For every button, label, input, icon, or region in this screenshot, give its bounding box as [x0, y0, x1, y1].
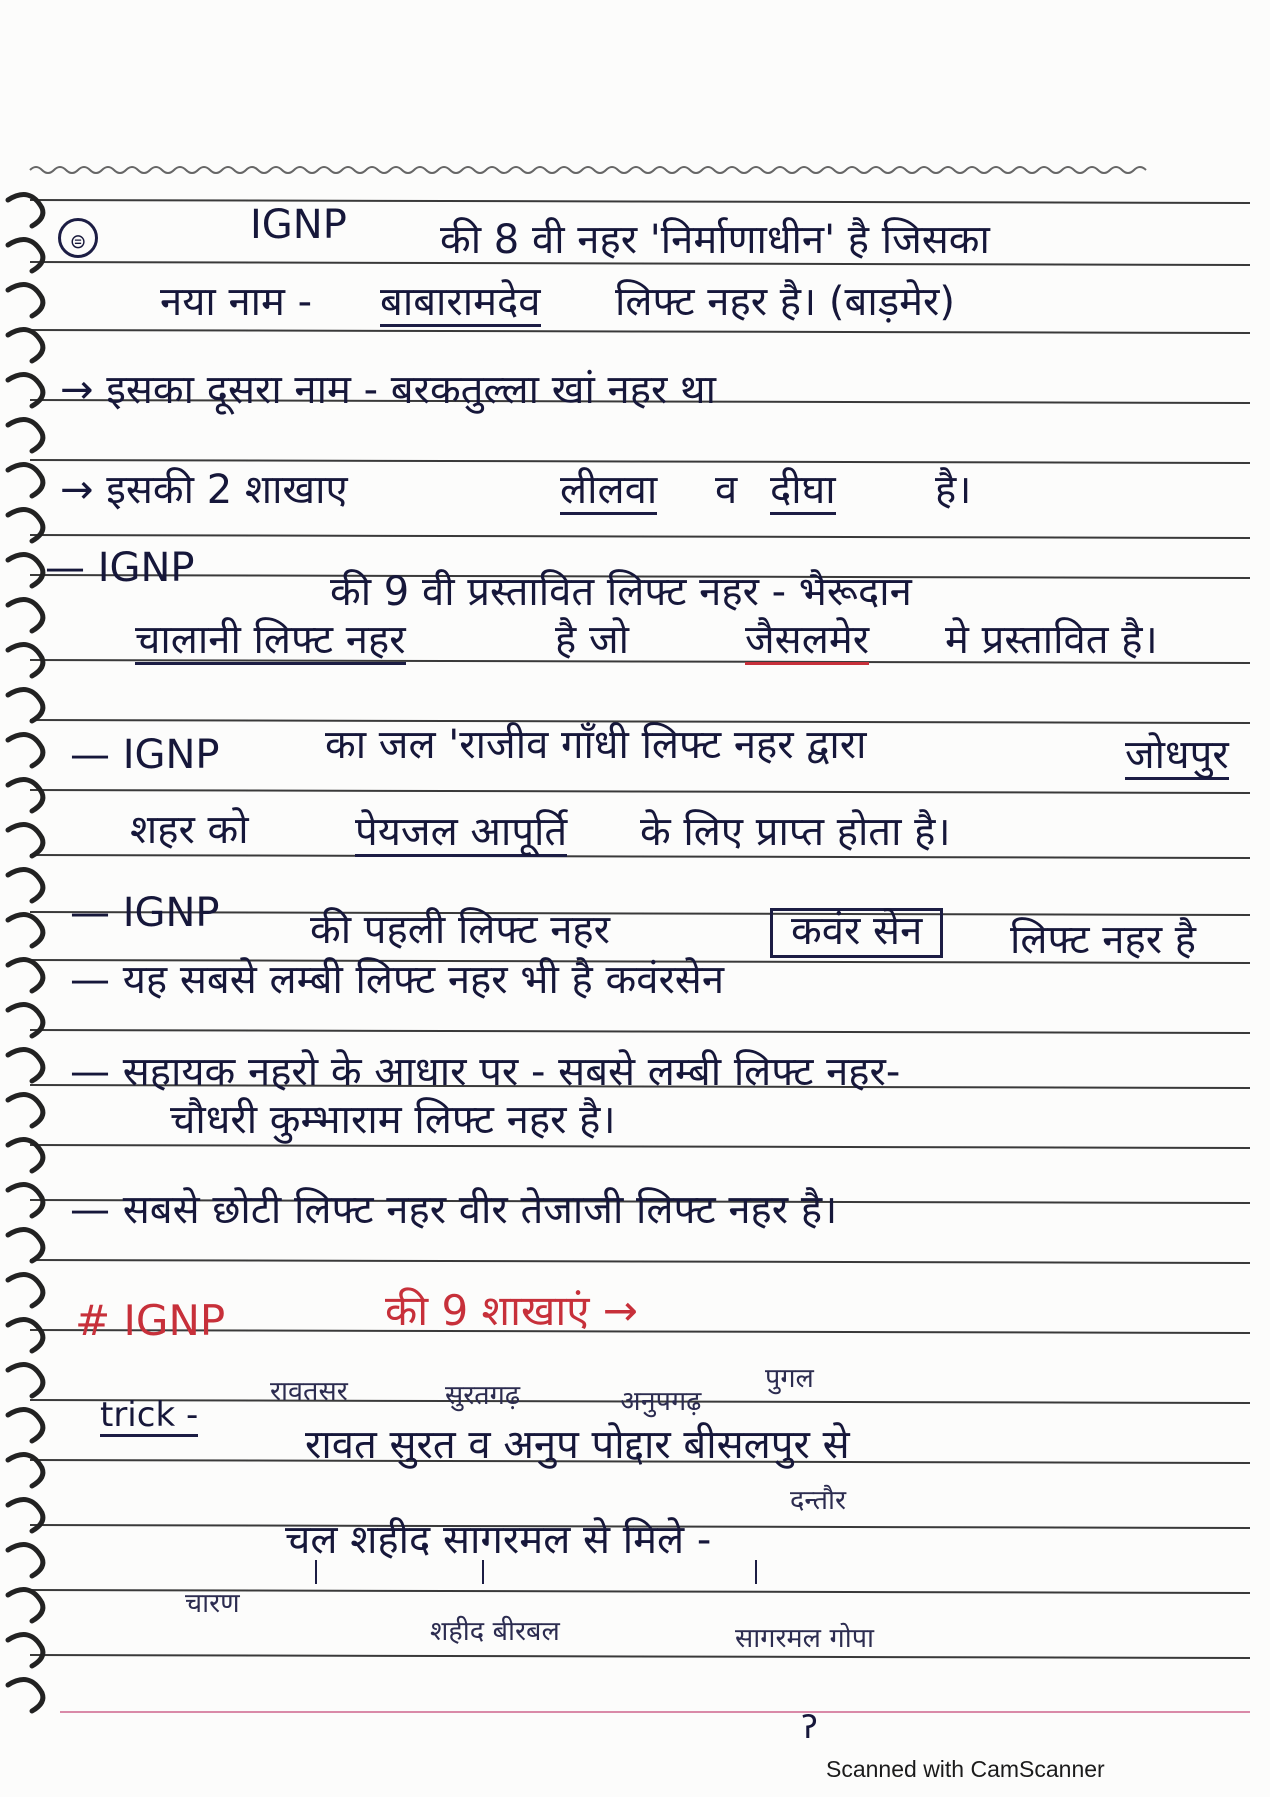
item2-line1-ignp: — IGNP [45, 545, 195, 591]
spiral-ring-icon [8, 735, 43, 766]
spiral-ring-icon [8, 1545, 43, 1576]
item2-line2-end: मे प्रस्तावित है। [945, 617, 1158, 663]
item1-arrow-line2-end: है। [935, 467, 972, 513]
rule-line [30, 1655, 1250, 1658]
rule-line [30, 855, 1250, 858]
spiral-binding-icon [0, 180, 80, 1740]
spiral-ring-icon [8, 960, 43, 991]
top-wavy-margin-line [30, 167, 1146, 173]
rule-line [30, 330, 1250, 333]
spiral-ring-icon [8, 1635, 43, 1666]
circled-marker-icon: ⊜ [58, 218, 98, 258]
item2-line2-name: चालानी लिफ्ट नहर [135, 617, 406, 663]
item1-arrow-line2-va: व [715, 467, 738, 513]
spiral-ring-icon [8, 1365, 43, 1396]
item1-arrow-line1: → इसका दूसरा नाम - बरकतुल्ला खां नहर था [60, 367, 716, 413]
rule-line [30, 200, 1250, 203]
rule-line [30, 790, 1250, 793]
item3-line2-rest: के लिए प्राप्त होता है। [640, 809, 951, 855]
rule-line [30, 1030, 1250, 1033]
item3-line1-text: का जल 'राजीव गाँधी लिफ्ट नहर द्वारा [325, 722, 867, 768]
spiral-ring-icon [8, 1500, 43, 1531]
branches-heading-b: की 9 शाखाएं → [385, 1286, 638, 1335]
branches-heading-a: # IGNP [75, 1296, 226, 1345]
spiral-ring-icon [8, 195, 43, 226]
spiral-ring-icon [8, 1410, 43, 1441]
spiral-ring-icon [8, 330, 43, 361]
page-mark: ॽ [800, 1703, 818, 1747]
item1-line1-ignp: IGNP [250, 202, 347, 248]
spiral-ring-icon [8, 1680, 43, 1711]
rule-line [30, 535, 1250, 538]
spiral-ring-icon [8, 780, 43, 811]
spiral-ring-icon [8, 1230, 43, 1261]
item5-line2: चौधरी कुम्भाराम लिफ्ट नहर है। [170, 1097, 616, 1143]
spiral-ring-icon [8, 510, 43, 541]
trick-gloss-anupgarh: अनुपगढ़ [620, 1386, 702, 1417]
spiral-ring-icon [8, 1095, 43, 1126]
spiral-ring-icon [8, 645, 43, 676]
item3-line2-supply: पेयजल आपूर्ति [355, 809, 568, 855]
item1-line1-text: की 8 वी नहर 'निर्माणाधीन' है जिसका [440, 217, 990, 263]
item3-line1-ignp: — IGNP [70, 732, 220, 778]
rule-line [30, 1145, 1250, 1148]
item1-arrow-line2-lilwa: लीलवा [560, 467, 658, 513]
spiral-ring-icon [8, 375, 43, 406]
item1-line2-name: बाबारामदेव [380, 279, 541, 325]
item4-line2: — यह सबसे लम्बी लिफ्ट नहर भी है कवंरसेन [70, 957, 725, 1003]
rule-line [30, 460, 1250, 463]
item6-line1: — सबसे छोटी लिफ्ट नहर वीर तेजाजी लिफ्ट नहर है। [70, 1187, 838, 1233]
item1-line2-rest: लिफ्ट नहर है। (बाड़मेर) [615, 279, 955, 325]
trick-gloss-rawatsar: रावतसर [270, 1376, 348, 1407]
trick-gloss-sagarmal-gopa: सागरमल गोपा [735, 1623, 875, 1654]
item1-line2-label: नया नाम - [160, 279, 313, 325]
item4-line1-text: की पहली लिफ्ट नहर [310, 907, 611, 953]
tick-mark [755, 1560, 757, 1584]
item4-line1-end: लिफ्ट नहर है [1010, 917, 1197, 963]
rule-line [30, 1260, 1250, 1263]
trick-gloss-pugal: पुगल [765, 1363, 814, 1394]
item2-line2-hai-jo: है जो [555, 617, 629, 663]
item2-line1-text: की 9 वी प्रस्तावित लिफ्ट नहर - भैरूदान [330, 569, 912, 615]
spiral-ring-icon [8, 1140, 43, 1171]
item5-line1: — सहायक नहरो के आधार पर - सबसे लम्बी लिफ्ट नहर- [70, 1049, 901, 1095]
item1-arrow-line2-digha: दीघा [770, 467, 836, 513]
spiral-ring-icon [8, 600, 43, 631]
trick-gloss-suratgarh: सुरतगढ़ [445, 1380, 521, 1411]
spiral-ring-icon [8, 1590, 43, 1621]
spiral-ring-icon [8, 1275, 43, 1306]
spiral-ring-icon [8, 870, 43, 901]
spiral-ring-icon [8, 825, 43, 856]
spiral-ring-icon [8, 1050, 43, 1081]
trick-gloss-charan: चारण [185, 1588, 240, 1619]
camscanner-watermark: Scanned with CamScanner [826, 1756, 1105, 1782]
spiral-ring-icon [8, 1455, 43, 1486]
tick-mark [482, 1560, 484, 1584]
tick-mark [315, 1560, 317, 1584]
trick-gloss-dantaur: दन्तौर [790, 1485, 847, 1516]
spiral-ring-icon [8, 465, 43, 496]
spiral-ring-icon [8, 420, 43, 451]
trick-label: trick - [100, 1395, 199, 1435]
item3-line1-jodhpur: जोधपुर [1125, 732, 1229, 778]
item4-line1-kanwar-sen-box: कवंर सेन [770, 908, 943, 958]
trick-line1: रावत सुरत व अनुप पोद्दार बीसलपुर से [305, 1422, 850, 1468]
spiral-ring-icon [8, 690, 43, 721]
trick-line2: चल शहीद सागरमल से मिले - [285, 1517, 712, 1563]
spiral-ring-icon [8, 240, 43, 271]
item1-arrow-line2-a: → इसकी 2 शाखाए [60, 467, 348, 513]
spiral-ring-icon [8, 915, 43, 946]
spiral-ring-icon [8, 1005, 43, 1036]
spiral-ring-icon [8, 1185, 43, 1216]
trick-gloss-shaheed-birbal: शहीद बीरबल [430, 1616, 560, 1647]
spiral-ring-icon [8, 285, 43, 316]
item4-line1-ignp: — IGNP [70, 890, 220, 936]
item2-line2-jaisalmer: जैसलमेर [745, 617, 870, 663]
spiral-ring-icon [8, 555, 43, 586]
spiral-ring-icon [8, 1320, 43, 1351]
item3-line2-a: शहर को [130, 807, 249, 853]
